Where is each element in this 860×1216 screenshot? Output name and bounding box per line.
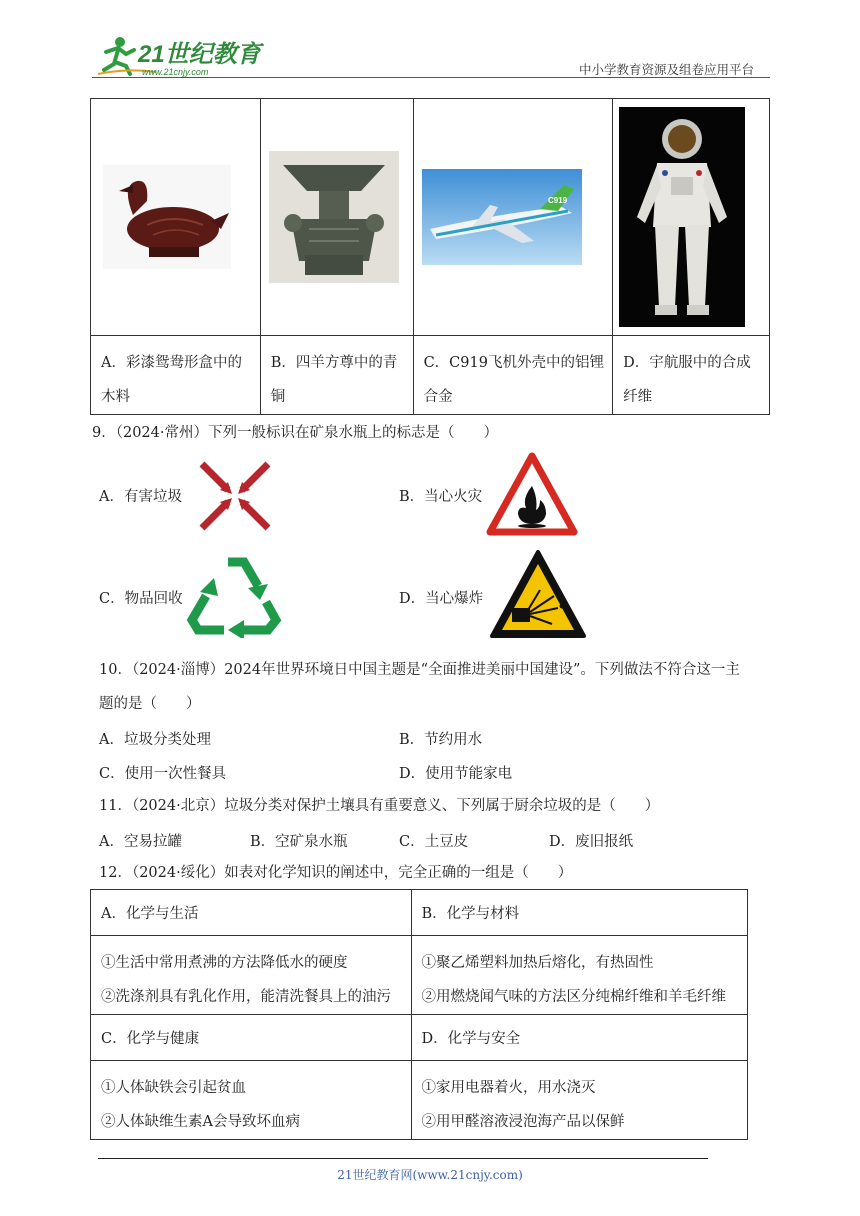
footer-divider: [98, 1158, 708, 1159]
q10-option-d: D．使用节能家电: [399, 766, 513, 782]
option-d-label: D．宇航服中的合成纤维: [613, 336, 770, 415]
bronze-zun-image-cell: [260, 99, 413, 336]
explosion-warning-icon: [488, 548, 588, 640]
question-9: 9．（2024·常州）下列一般标识在矿泉水瓶上的标志是（ ）: [92, 425, 498, 441]
group-d-item-2: ②用甲醛溶液浸泡海产品以保鲜: [421, 1114, 625, 1130]
group-c-heading: C．化学与健康: [91, 1015, 412, 1061]
question-10-line-2: 题的是（ ）: [99, 696, 201, 712]
q11-option-a: A．空易拉罐: [99, 834, 182, 850]
group-d-item-1: ①家用电器着火，用水浇灭: [421, 1080, 596, 1096]
group-c-item-2: ②人体缺维生素A会导致坏血病: [101, 1114, 300, 1130]
four-goat-square-zun-image: [269, 151, 399, 283]
svg-text:C919: C919: [547, 196, 567, 205]
group-c-content: [91, 1061, 412, 1140]
option-b-label: B．四羊方尊中的青铜: [260, 336, 413, 415]
group-b-item-2: ②用燃烧闻气味的方法区分纯棉纤维和羊毛纤维: [421, 989, 726, 1005]
group-d-heading: D．化学与安全: [411, 1015, 748, 1061]
chemistry-knowledge-table: [90, 889, 748, 1140]
q10-option-a: A．垃圾分类处理: [99, 732, 211, 748]
group-b-item-1: ①聚乙烯塑料加热后熔化，有热固性: [421, 955, 654, 971]
hazardous-waste-icon: [198, 460, 272, 532]
question-10-line-1: 10．（2024·淄博）2024年世界环境日中国主题是“全面推进美丽中国建设”。下列做法不符合这一主: [99, 662, 740, 678]
q11-option-b: B．空矿泉水瓶: [250, 834, 348, 850]
duck-box-image-cell: [91, 99, 261, 336]
group-b-content: [411, 936, 748, 1015]
svg-text:www.21cnjy.com: www.21cnjy.com: [142, 67, 209, 77]
q11-option-c: C．土豆皮: [399, 834, 469, 850]
site-logo: [96, 34, 266, 78]
q9-option-b: B．当心火灾: [399, 489, 483, 505]
q11-option-d: D．废旧报纸: [549, 834, 634, 850]
materials-table: [90, 98, 770, 415]
group-a-heading: A．化学与生活: [91, 890, 412, 936]
q10-option-c: C．使用一次性餐具: [99, 766, 227, 782]
option-a-label: A．彩漆鸳鸯形盒中的木料: [91, 336, 261, 415]
lacquer-duck-box-image: [103, 165, 231, 269]
q9-option-c: C．物品回收: [99, 591, 183, 607]
q9-option-d: D．当心爆炸: [399, 591, 484, 607]
q10-option-b: B．节约用水: [399, 732, 483, 748]
spacesuit-image: [619, 107, 745, 327]
header-platform-name: 中小学教育资源及组卷应用平台: [578, 62, 754, 77]
q9-option-a: A．有害垃圾: [99, 489, 182, 505]
group-a-item-1: ①生活中常用煮沸的方法降低水的硬度: [101, 955, 348, 971]
group-a-content: [91, 936, 412, 1015]
c919-airplane-image: [422, 169, 582, 265]
header-divider: [92, 77, 770, 78]
footer-link[interactable]: 21世纪教育网(www.21cnjy.com): [337, 1168, 523, 1182]
group-d-content: [411, 1061, 748, 1140]
svg-text:21世纪教育: 21世纪教育: [138, 41, 261, 68]
question-11: 11．（2024·北京）垃圾分类对保护土壤具有重要意义、下列属于厨余垃圾的是（ ）: [99, 798, 660, 814]
fire-warning-icon: [486, 452, 578, 536]
question-12: 12．（2024·绥化）如表对化学知识的阐述中，完全正确的一组是（ ）: [99, 865, 573, 881]
spacesuit-image-cell: [613, 99, 770, 336]
option-c-label: C．C919飞机外壳中的铝锂合金: [413, 336, 613, 415]
group-b-heading: B．化学与材料: [411, 890, 748, 936]
recycle-icon: [186, 550, 284, 638]
group-c-item-1: ①人体缺铁会引起贫血: [101, 1080, 246, 1096]
c919-image-cell: [413, 99, 613, 336]
logo-runner-icon: [96, 34, 266, 78]
group-a-item-2: ②洗涤剂具有乳化作用，能清洗餐具上的油污: [101, 989, 391, 1005]
